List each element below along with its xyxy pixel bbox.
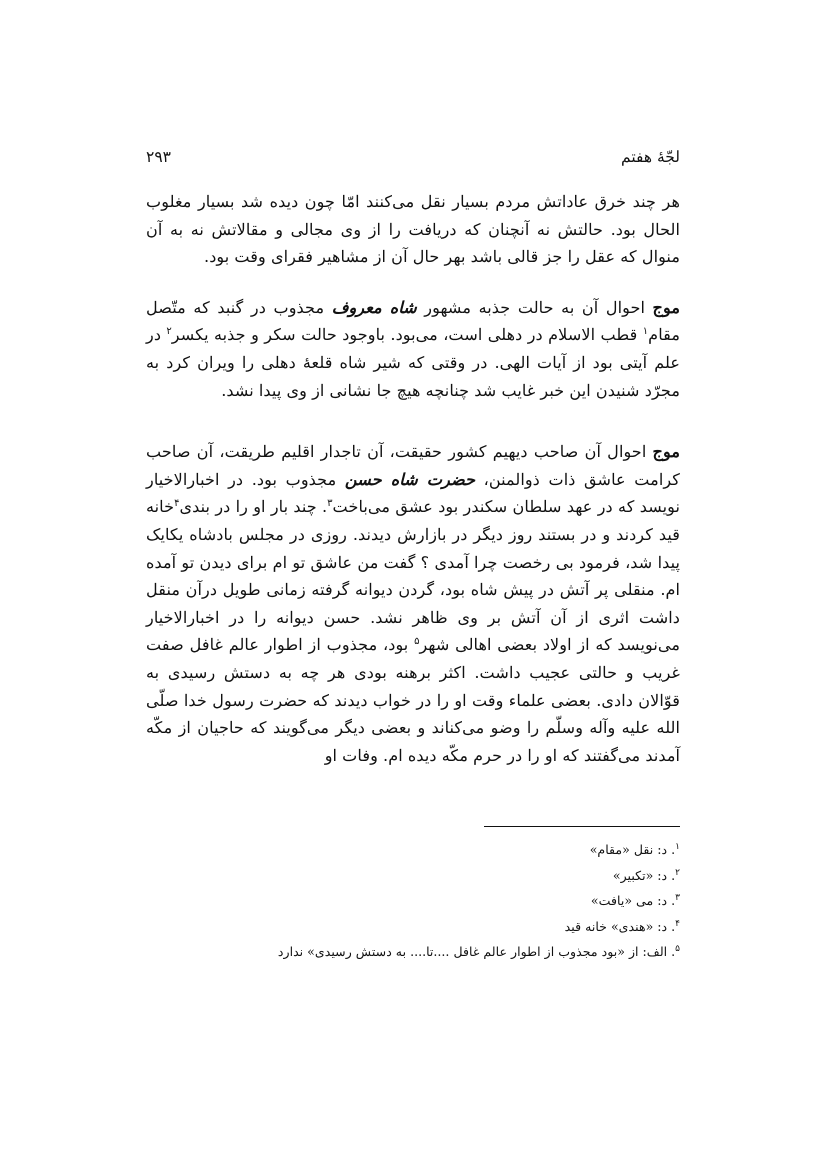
footnote-number: ۳ xyxy=(675,893,680,903)
footnote-ref: ۱ xyxy=(642,326,649,338)
running-title: لجّهٔ هفتم xyxy=(621,148,680,166)
text-run: در علم آیتی بود از آیات الهی. در وقتی که شیر شاه قلعهٔ دهلی را ویران کرد به مجرّد شنیدن این خبر غایب شد چنانچه هیچ جا نشانی از وی پیدا نشد. xyxy=(146,325,680,400)
footnote-ref: ۵ xyxy=(414,636,420,648)
footnote-item xyxy=(146,887,680,913)
footnotes xyxy=(146,836,680,964)
text-run: مجذوب بود. در اخبارالاخیار نویسد که در عهد سلطان سکندر بود عشق می‌باخت xyxy=(146,469,681,517)
text-run: هر چند خرق عاداتش مردم بسیار نقل می‌کنند امّا چون دیده شد بسیار مغلوب الحال بود. حالتش نه آنچنان که دریافت را از وی مجالی و مقالاتش نه به آن منوال که عقل را جز قالی باشد بهر حال آن از مشاهیر فقرای وقت بود. xyxy=(146,192,680,267)
footnote-text: . الف: از «بود مجذوب از اطوار عالم غافل ....تا.... به دستش رسیدی» ندارد xyxy=(277,944,676,959)
footnote-item xyxy=(146,913,680,939)
footnote-text: . د: می «یافت» xyxy=(590,893,676,908)
text-run: احوال آن به حالت جذبه مشهور xyxy=(416,297,653,317)
section-marker: موج xyxy=(652,442,680,462)
main-text xyxy=(146,188,680,769)
person-name: شاه معروف xyxy=(331,297,417,317)
footnote-ref: ۴ xyxy=(174,498,180,510)
text-run: احوال آن صاحب دیهیم کشور حقیقت، آن تاجدار اقلیم طریقت، آن صاحب کرامت عاشق ذات ذوالمنن، xyxy=(146,442,680,489)
text-run: خانه قید کردند و در بستند روز دیگر در بازارش دیدند. روزی در مجلس بادشاه یکایک پیدا شد، فرمود بی رخصت چرا آمدی ؟ گفت من عاشق تو ام برای دیدن تو آمده ام. منقلی پر آتش در پیش شاه بود، گردن دیوانه گرفته زمانی طویل درآن منقل داشت اثری از آن آتش بر وی ظاهر نشد. حسن دیوانه را در اخبارالاخیار می‌نویسد که از اولاد بعضی اهالی شهر xyxy=(146,497,680,655)
footnote-separator xyxy=(484,826,680,827)
paragraph xyxy=(146,294,680,404)
person-name: حضرت شاه حسن xyxy=(344,469,476,489)
paragraph xyxy=(146,188,680,271)
footnote-number: ۱ xyxy=(675,842,680,852)
text-run: بود، مجذوب از اطوار عالم غافل صفت غریب و حالتی عجیب داشت. اکثر برهنه بودی هر چه به دستش رسیدی به قوّالان دادی. بعضی علماء وقت او را در خواب دیدند که حضرت رسول خدا صلّی الله علیه وآله وسلّم را وضو می‌کناند و بعضی دیگر می‌گویند که حاجیان از مکّه آمدند می‌گفتند که او را در حرم مکّه دیده ام. وفات او xyxy=(146,635,680,765)
footnote-number: ۵ xyxy=(675,944,680,954)
footnote-item xyxy=(146,862,680,888)
footnote-item xyxy=(146,836,680,862)
footnote-item xyxy=(146,938,680,964)
page-number: ۲۹۳ xyxy=(146,148,171,166)
footnote-number: ۴ xyxy=(675,918,680,929)
paragraph xyxy=(146,438,680,769)
footnote-number: ۲ xyxy=(675,867,680,878)
text-run: . چند بار او را در بندی xyxy=(179,497,328,517)
text-run: مجذوب در گنبد که متّصل مقام xyxy=(146,297,680,345)
footnote-text: . د: «تکبیر» xyxy=(612,867,676,883)
page-header xyxy=(146,148,680,176)
footnote-text: . د: «هندی» خانه قید xyxy=(564,918,676,934)
text-run: قطب الاسلام در دهلی است، می‌بود. باوجود حالت سکر و جذبه یکسر xyxy=(171,325,643,345)
footnote-ref: ۳ xyxy=(327,498,333,510)
footnote-ref: ۲ xyxy=(166,326,172,338)
section-marker: موج xyxy=(652,297,680,317)
footnote-text: . د: نقل «مقام» xyxy=(589,842,676,857)
